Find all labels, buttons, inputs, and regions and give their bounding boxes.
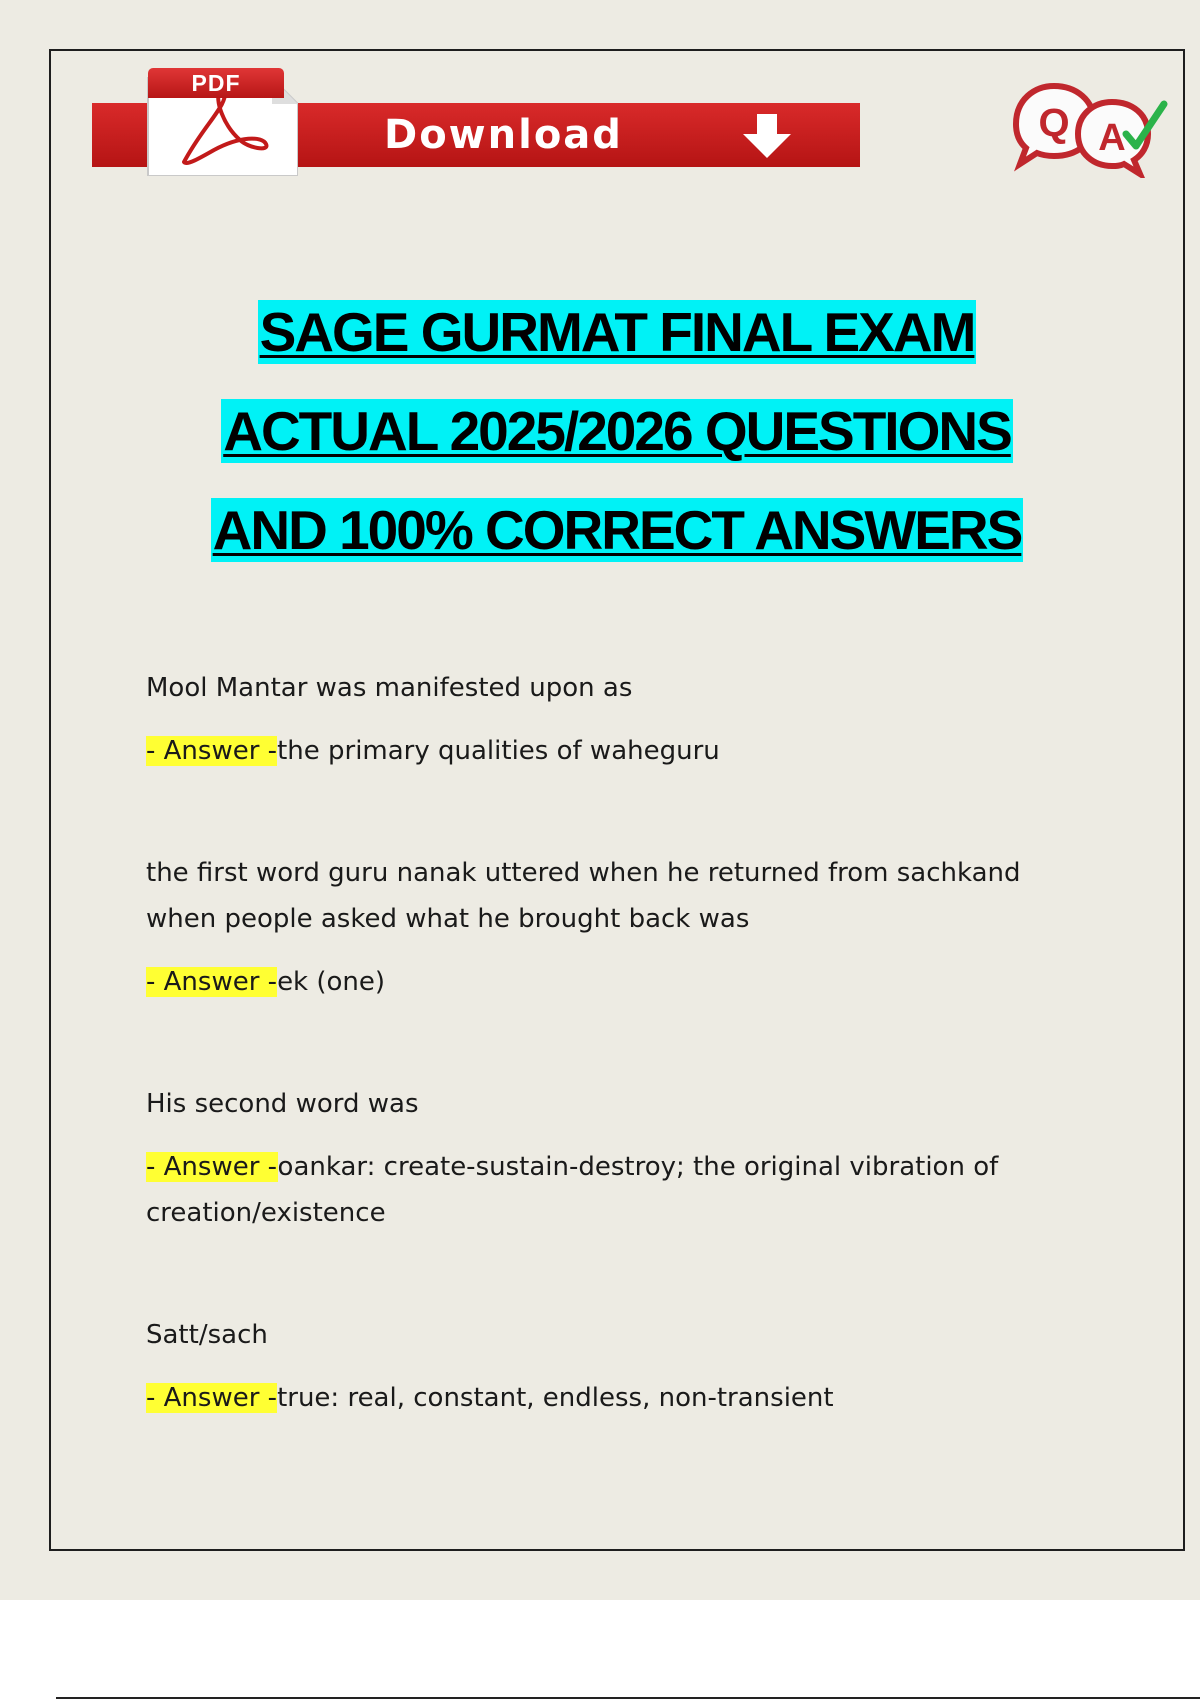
answer [146,1144,1076,1236]
answer-prefix: - Answer - [146,967,278,997]
qa-logo-q: Q [1038,101,1070,145]
qa-item [146,1312,1076,1421]
answer-text: true: real, constant, endless, non-transient [277,1383,834,1413]
answer [146,1375,1076,1421]
answer [146,728,1076,774]
pdf-download-banner[interactable] [92,58,860,180]
question-text: Satt/sach [146,1320,268,1350]
qa-item [146,665,1076,774]
answer-prefix: - Answer - [146,1152,278,1182]
answer [146,959,1076,1005]
answer-text: oankar: create-sustain-destroy; the original vibration of creation/existence [146,1152,999,1228]
answer-text: the primary qualities of waheguru [277,736,720,766]
qa-item [146,1081,1076,1236]
qa-check-logo [1004,78,1174,178]
question-text: Mool Mantar was manifested upon as [146,673,633,703]
qa-list [146,665,1076,1497]
question-text: the first word guru nanak uttered when he returned from sachkand when people asked what he brought back was [146,858,1021,934]
answer-text: ek (one) [277,967,386,997]
qa-item [146,850,1076,1005]
arrow-down-icon [737,112,797,162]
question-text: His second word was [146,1089,419,1119]
title-line-1: SAGE GURMAT FINAL EXAM [259,301,975,363]
download-label: Download [384,112,623,158]
page-divider [56,1697,1200,1699]
title-line-3: AND 100% CORRECT ANSWERS [212,499,1022,561]
pdf-label: PDF [148,68,284,98]
qa-logo-a: A [1098,117,1126,159]
document-title [60,300,1174,597]
title-line-2: ACTUAL 2025/2026 QUESTIONS [223,400,1011,462]
answer-prefix: - Answer - [146,736,278,766]
answer-prefix: - Answer - [146,1383,278,1413]
acrobat-pdf-icon [144,64,298,176]
